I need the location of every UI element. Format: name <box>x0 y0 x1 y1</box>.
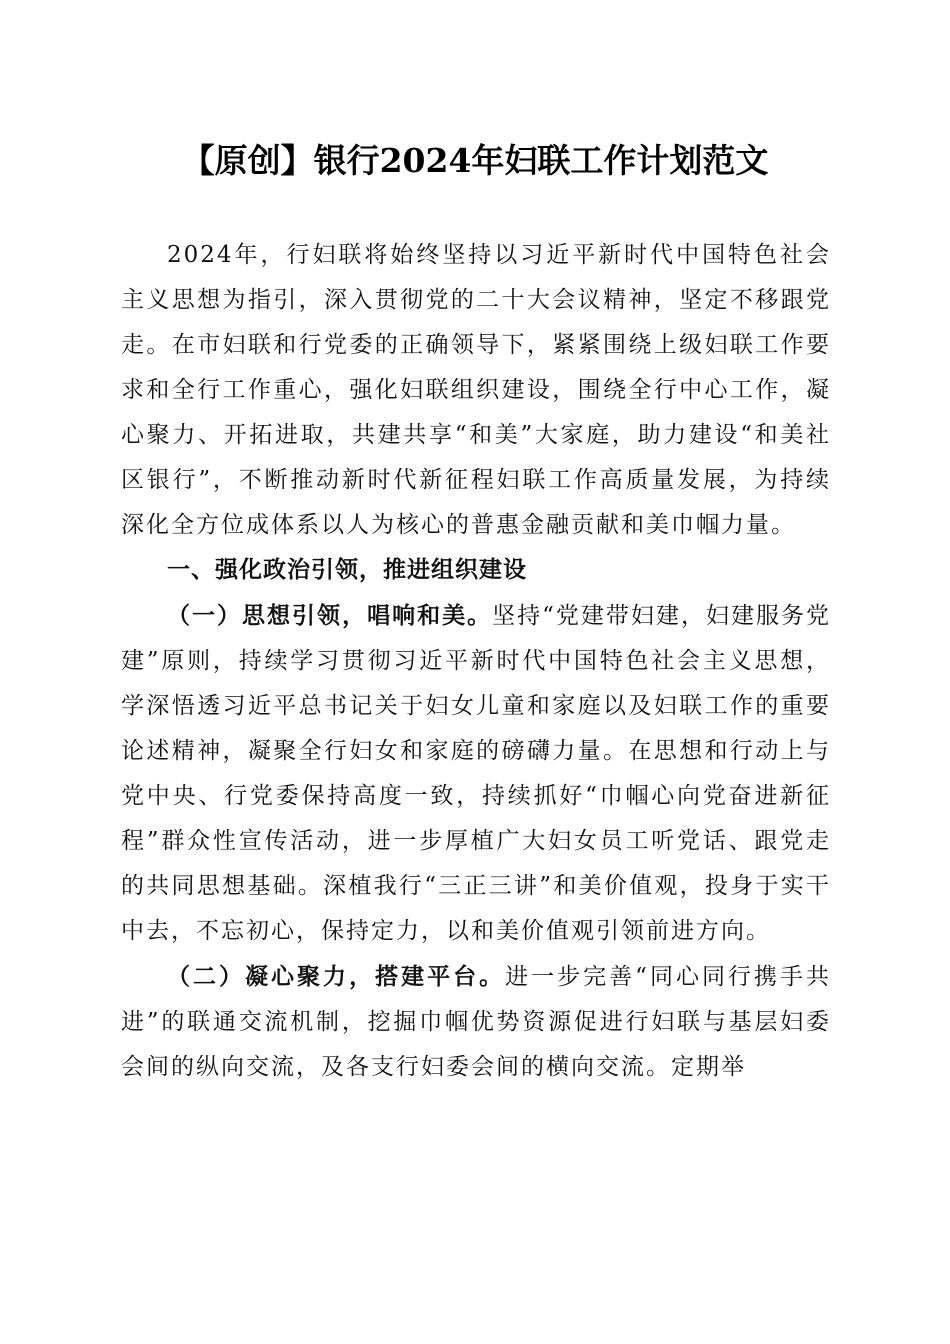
paragraph-item-1 <box>121 593 831 954</box>
document-body <box>121 233 831 1090</box>
item-text: 进一步完善“同心同行携手共进”的联通交流机制，挖掘巾帼优势资源促进行妇联与基层妇委会间的纵向交流，及各支行妇委会间的横向交流。定期举 <box>121 964 831 1080</box>
intro-paragraph: 2024年，行妇联将始终坚持以习近平新时代中国特色社会主义思想为指引，深入贯彻党的二十大会议精神，坚定不移跟党走。在市妇联和行党委的正确领导下，紧紧围绕上级妇联工作要求和全行工作重心，强化妇联组织建设，围绕全行中心工作，凝心聚力、开拓进取，共建共享“和美”大家庭，助力建设“和美社区银行”，不断推动新时代新征程妇联工作高质量发展，为持续深化全方位成体系以人为核心的普惠金融贡献和美巾帼力量。 <box>121 242 831 538</box>
item-text: 坚持“党建带妇建，妇建服务党建”原则，持续学习贯彻习近平新时代中国特色社会主义思想，学深悟透习近平总书记关于妇女儿童和家庭以及妇联工作的重要论述精神，凝聚全行妇女和家庭的磅礴力量。在思想和行动上与党中央、行党委保持高度一致，持续抓好“巾帼心向党奋进新征程”群众性宣传活动，进一步厚植广大妇女员工听党话、跟党走的共同思想基础。深植我行“三正三讲”和美价值观，投身于实干中去，不忘初心，保持定力，以和美价值观引领前进方向。 <box>121 603 832 944</box>
item-lead: （二）凝心聚力，搭建平台。 <box>167 963 506 990</box>
paragraph-item-2 <box>121 954 831 1090</box>
document-title: 【原创】银行2024年妇联工作计划范文 <box>181 141 769 180</box>
section-heading: 一、强化政治引领，推进组织建设 <box>167 557 527 583</box>
item-lead: （一）思想引领，唱响和美。 <box>167 602 493 629</box>
